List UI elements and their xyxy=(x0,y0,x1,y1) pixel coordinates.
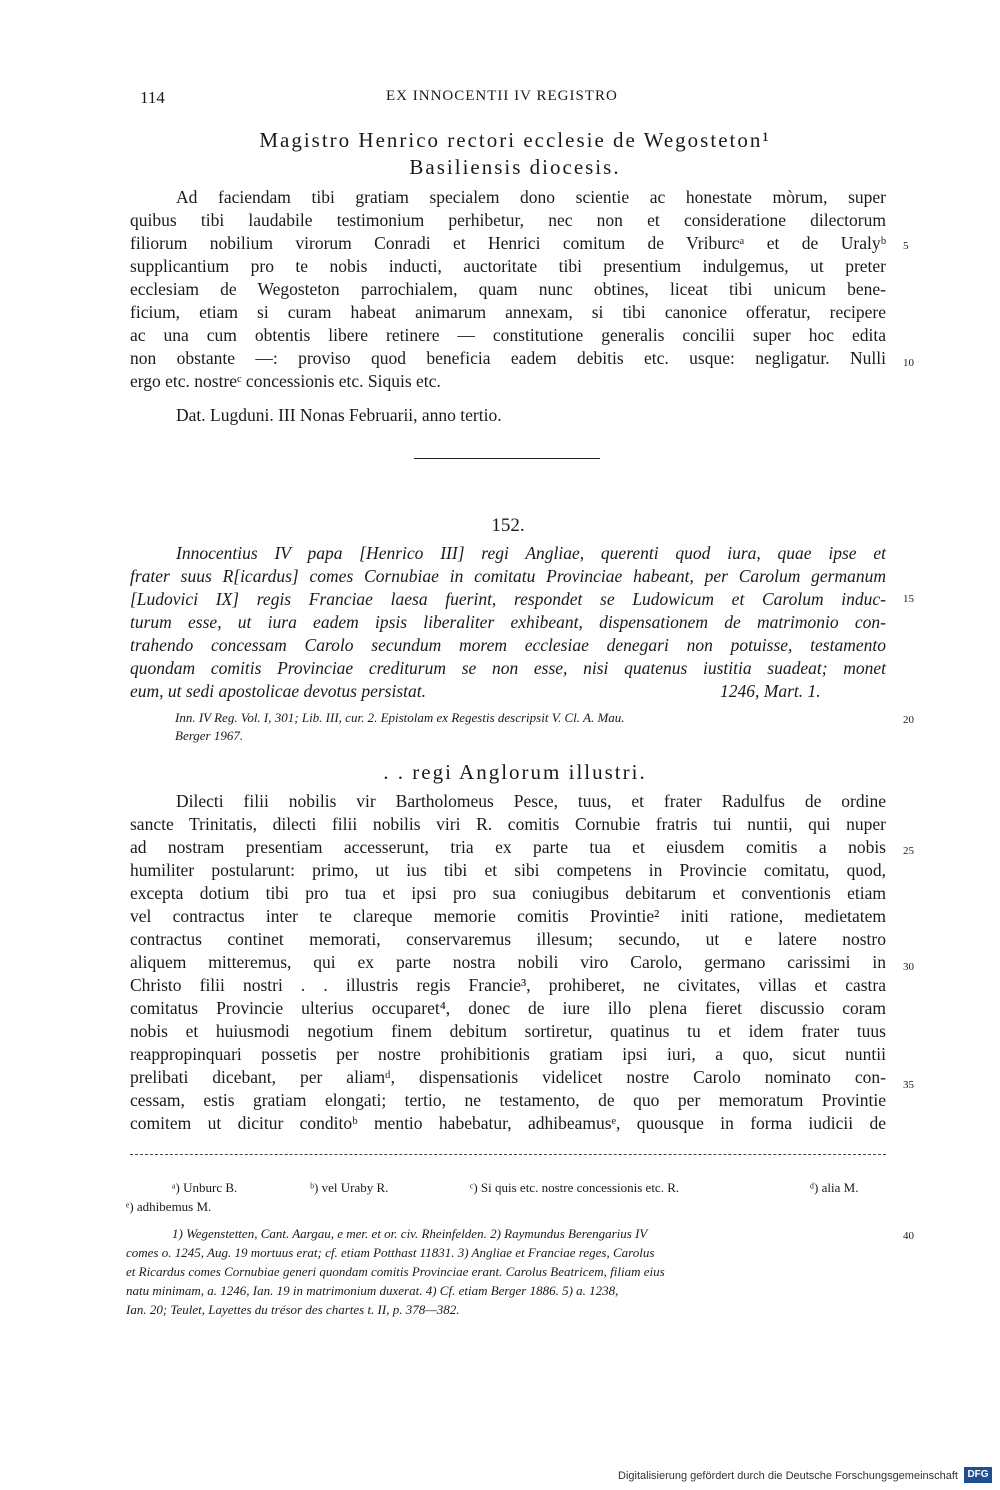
historical-note: natu minimam, a. 1246, Ian. 19 in matrimonium duxerat. 4) Cf. etiam Berger 1886. 5) a. 1238, xyxy=(126,1283,619,1298)
letter2-line: humiliter postularunt: primo, ut ius tibi et sibi competens in Provincie comitatu, quod, xyxy=(130,860,886,880)
letter2-line: comitatus Provincie ulterius occuparet⁴, donec de iure illo plena fieret discussio coram xyxy=(130,998,886,1018)
margin-line-number: 10 xyxy=(903,357,914,369)
letter2-line: reappropinquari possetis per nostre prohibitionis gratiam ipsi iuri, a quo, sicut nuntii xyxy=(130,1044,886,1064)
margin-line-number: 35 xyxy=(903,1079,914,1091)
summary-line: quondam comitis Provinciae crediturum se non esse, nisi quatenus iustitia suadeat; monet xyxy=(130,658,886,678)
source-citation: Berger 1967. xyxy=(175,728,244,743)
margin-line-number: 25 xyxy=(903,845,914,857)
letter2-line: Dilecti filii nobilis vir Bartholomeus Pesce, tuus, et frater Radulfus de ordine xyxy=(176,791,886,811)
digitization-credit: Digitalisierung gefördert durch die Deutsche Forschungsgemeinschaft xyxy=(618,1470,958,1482)
letter1-date: Dat. Lugduni. III Nonas Februarii, anno tertio. xyxy=(176,405,502,425)
apparatus-separator xyxy=(130,1154,886,1155)
summary-line: [Ludovici IX] regis Franciae laesa fuerint, respondet se Ludowicum et Carolum induc- xyxy=(130,589,886,609)
letter1-line: quibus tibi laudabile testimonium perhibetur, nec non et consideratione dilectorum xyxy=(130,210,886,230)
document-date: 1246, Mart. 1. xyxy=(720,681,821,701)
letter1-line: ac una cum obtentis libere retinere — constitutione generalis concilii super hoc edita xyxy=(130,325,886,345)
margin-line-number: 30 xyxy=(903,961,914,973)
margin-line-number: 5 xyxy=(903,240,909,252)
letter2-line: excepta dotium tibi pro tua et ipsi pro sua coniugibus debitarum et conventionis etiam xyxy=(130,883,886,903)
summary-line: trahendo concessam Carolo secundum morem ecclesiae denegari non potuisse, testamento xyxy=(130,635,886,655)
letter2-line: prelibati dicebant, per aliamᵈ, dispensationis videlicet nostre Carolo nominato con- xyxy=(130,1067,886,1087)
letter2-line: sancte Trinitatis, dilecti filii nobilis viri R. comitis Cornubie fratris tui nuntii, qui nuper xyxy=(130,814,886,834)
letter2-line: Christo filii nostri . . illustris regis Francie³, prohiberet, ne civitates, villas et castra xyxy=(130,975,886,995)
letter1-line: Ad faciendam tibi gratiam specialem dono scientie ac honestate mòrum, super xyxy=(176,187,886,207)
letter2-line: cessam, estis gratiam elongati; tertio, ne testamento, de quo per memoratum Provintie xyxy=(130,1090,886,1110)
apparatus-note: ᵃ) Unburc B. xyxy=(172,1180,238,1195)
letter2-line: aliquem mitteremus, qui ex parte nostra nobili viro Carolo, germano carissimi in xyxy=(130,952,886,972)
summary-line: turum esse, ut iura eadem ipsis liberaliter exhibeant, dispensationem de matrimonio con- xyxy=(130,612,886,632)
margin-line-number: 20 xyxy=(903,714,914,726)
letter-address: . . regi Anglorum illustri. xyxy=(383,760,647,784)
letter2-line: contractus continet memorati, conservaremus illesum; secundo, ut e latere nostro xyxy=(130,929,886,949)
margin-line-number: 40 xyxy=(903,1230,914,1242)
historical-note: et Ricardus comes Cornubiae generi quondam comitis Provinciae erant. Carolus Beatricem, filiam eius xyxy=(126,1264,665,1279)
apparatus-note: ᶜ) Si quis etc. nostre concessionis etc. R. xyxy=(470,1180,680,1195)
letter1-line: supplicantium pro te nobis inducti, auctoritate tibi presentium indulgemus, ut preter xyxy=(130,256,886,276)
letter1-line: ergo etc. nostreᶜ concessionis etc. Siquis etc. xyxy=(130,371,441,391)
document-number: 152. xyxy=(491,515,525,536)
dfg-logo: DFG xyxy=(964,1467,992,1483)
historical-note: Ian. 20; Teulet, Layettes du trésor des chartes t. II, p. 378—382. xyxy=(126,1302,460,1317)
letter2-line: nobis et huiusmodi negotium finem debitum sortiretur, quatinus tu et idem frater tuus xyxy=(130,1021,886,1041)
historical-note: 1) Wegenstetten, Cant. Aargau, e mer. et or. civ. Rheinfelden. 2) Raymundus Berengarius IV xyxy=(172,1226,648,1241)
apparatus-note: ᵇ) vel Uraby R. xyxy=(310,1180,389,1195)
letter-address-line2: Basiliensis diocesis. xyxy=(409,155,621,179)
letter2-line: comitem ut dicitur conditoᵇ mentio habebatur, adhibeamusᵉ, quousque in forma iudicii de xyxy=(130,1113,886,1133)
letter1-line: non obstante —: proviso quod beneficia eadem debitis etc. usque: negligatur. Nulli xyxy=(130,348,886,368)
summary-line: eum, ut sedi apostolicae devotus persistat. xyxy=(130,681,427,701)
historical-note: comes o. 1245, Aug. 19 mortuus erat; cf. etiam Potthast 11831. 3) Angliae et Franciae reges, Carolus xyxy=(126,1245,655,1260)
summary-line: frater suus R[icardus] comes Cornubiae in comitatu Provinciae habeant, per Carolum germanum xyxy=(130,566,886,586)
apparatus-note: ᵉ) adhibemus M. xyxy=(126,1199,212,1214)
letter2-line: vel contractus inter te clareque memorie comitis Provintie² initi ratione, medietatem xyxy=(130,906,886,926)
letter1-line: filiorum nobilium virorum Conradi et Henrici comitum de Vriburcᵃ et de Uralyᵇ xyxy=(130,233,886,253)
source-citation: Inn. IV Reg. Vol. I, 301; Lib. III, cur. 2. Epistolam ex Regestis descripsit V. Cl. A. Mau. xyxy=(175,710,625,725)
margin-line-number: 15 xyxy=(903,593,914,605)
letter1-line: ecclesiam de Wegosteton parrochialem, quam nunc obtines, liceat tibi unicum bene- xyxy=(130,279,886,299)
letter1-line: ficium, etiam si curam habeat animarum annexam, si tibi canonice offeratur, recipere xyxy=(130,302,886,322)
running-title: EX INNOCENTII IV REGISTRO xyxy=(386,88,618,104)
apparatus-note: ᵈ) alia M. xyxy=(810,1180,859,1195)
section-divider xyxy=(414,458,600,459)
page-number: 114 xyxy=(140,88,165,107)
summary-line: Innocentius IV papa [Henrico III] regi Angliae, querenti quod iura, quae ipse et xyxy=(176,543,886,563)
letter2-line: ad nostram presentiam accesserunt, tria ex parte tua et eiusdem comitis a nobis xyxy=(130,837,886,857)
letter-address-line1: Magistro Henrico rectori ecclesie de Wegosteton¹ xyxy=(259,128,771,152)
